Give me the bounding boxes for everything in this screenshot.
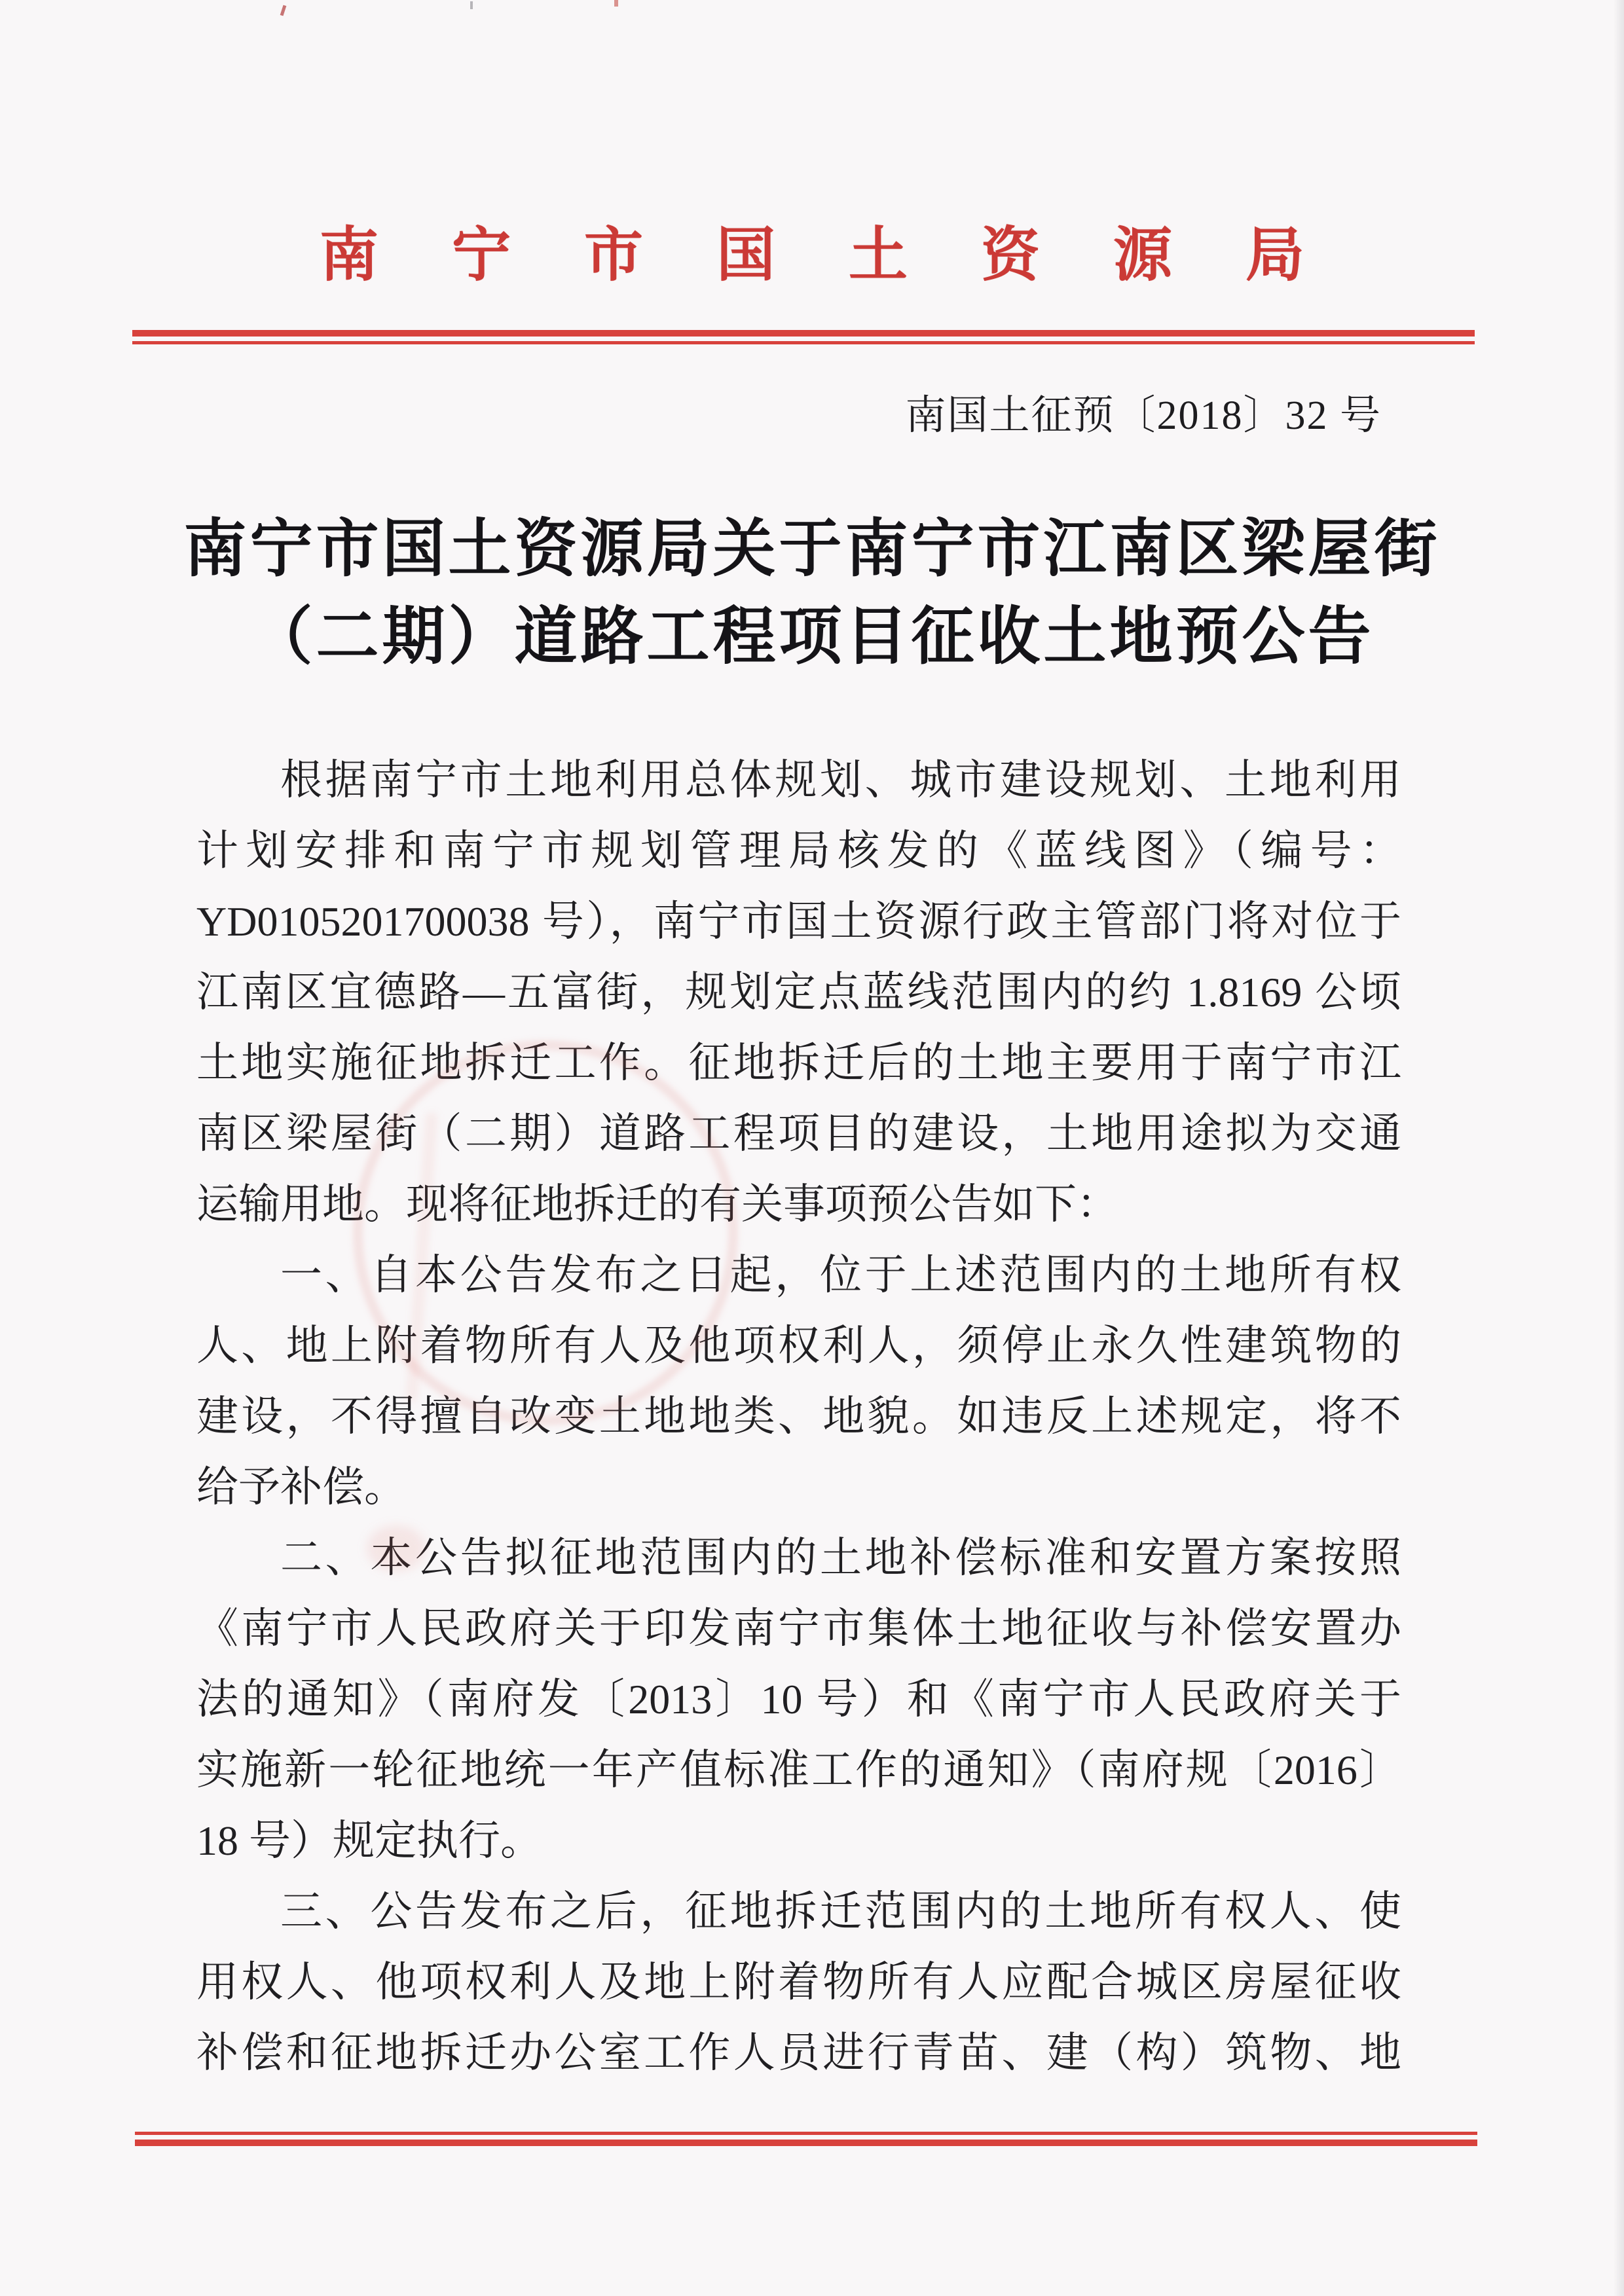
body-line: 计划安排和南宁市规划管理局核发的《蓝线图》（编号： xyxy=(196,828,1401,874)
body-line: 根据南宁市土地利用总体规划、城市建设规划、土地利用 xyxy=(280,757,1401,803)
document-body xyxy=(196,745,1401,2088)
body-line: 三、公告发布之后，征地拆迁范围内的土地所有权人、使 xyxy=(280,1888,1401,1935)
body-line: 实施新一轮征地统一年产值标准工作的通知》（南府规〔2016〕 xyxy=(196,1747,1401,1793)
document-number: 南国土征预〔2018〕32 号 xyxy=(905,393,1382,438)
header-rule-thick xyxy=(132,330,1475,337)
body-line: 给予补偿。 xyxy=(196,1464,406,1510)
body-line: YD0105201700038 号），南宁市国土资源行政主管部门将对位于 xyxy=(196,898,1401,945)
body-line: 南区梁屋街（二期）道路工程项目的建设，土地用途拟为交通 xyxy=(196,1110,1401,1157)
body-line: 《南宁市人民政府关于印发南宁市集体土地征收与补偿安置办 xyxy=(196,1605,1401,1652)
body-line: 一、自本公告发布之日起，位于上述范围内的土地所有权 xyxy=(280,1252,1401,1298)
body-line: 法的通知》（南府发〔2013〕10 号）和《南宁市人民政府关于 xyxy=(196,1676,1401,1722)
agency-masthead: 南宁市国土资源局 xyxy=(320,223,1378,288)
footer-rule-thick xyxy=(135,2140,1477,2146)
body-line: 补偿和征地拆迁办公室工作人员进行青苗、建（构）筑物、地 xyxy=(196,2030,1401,2076)
footer-rule-thin xyxy=(135,2132,1477,2135)
body-line: 18 号）规定执行。 xyxy=(196,1817,542,1864)
body-line: 运输用地。现将征地拆迁的有关事项预公告如下： xyxy=(196,1181,1118,1228)
title-line-2: （二期）道路工程项目征收土地预公告 xyxy=(249,602,1375,672)
body-line: 江南区宜德路—五富街，规划定点蓝线范围内的约 1.8169 公顷 xyxy=(196,969,1401,1015)
body-line: 用权人、他项权利人及地上附着物所有人应配合城区房屋征收 xyxy=(196,1959,1401,2005)
scan-speck xyxy=(470,1,473,9)
seal-bleedthrough-blob xyxy=(367,1525,426,1571)
scan-speck xyxy=(280,5,287,16)
body-line: 土地实施征地拆迁工作。征地拆迁后的土地主要用于南宁市江 xyxy=(196,1040,1401,1086)
scan-speck xyxy=(614,0,618,7)
header-rule-thin xyxy=(132,341,1475,344)
body-line: 建设，不得擅自改变土地地类、地貌。如违反上述规定，将不 xyxy=(196,1393,1401,1440)
body-line: 二、本公告拟征地范围内的土地补偿标准和安置方案按照 xyxy=(280,1535,1401,1581)
document-title xyxy=(79,505,1545,681)
body-line: 人、地上附着物所有人及他项权利人，须停止永久性建筑物的 xyxy=(196,1322,1401,1369)
title-line-1: 南宁市国土资源局关于南宁市江南区梁屋街 xyxy=(183,514,1441,584)
scan-edge-shadow xyxy=(1614,0,1624,2296)
